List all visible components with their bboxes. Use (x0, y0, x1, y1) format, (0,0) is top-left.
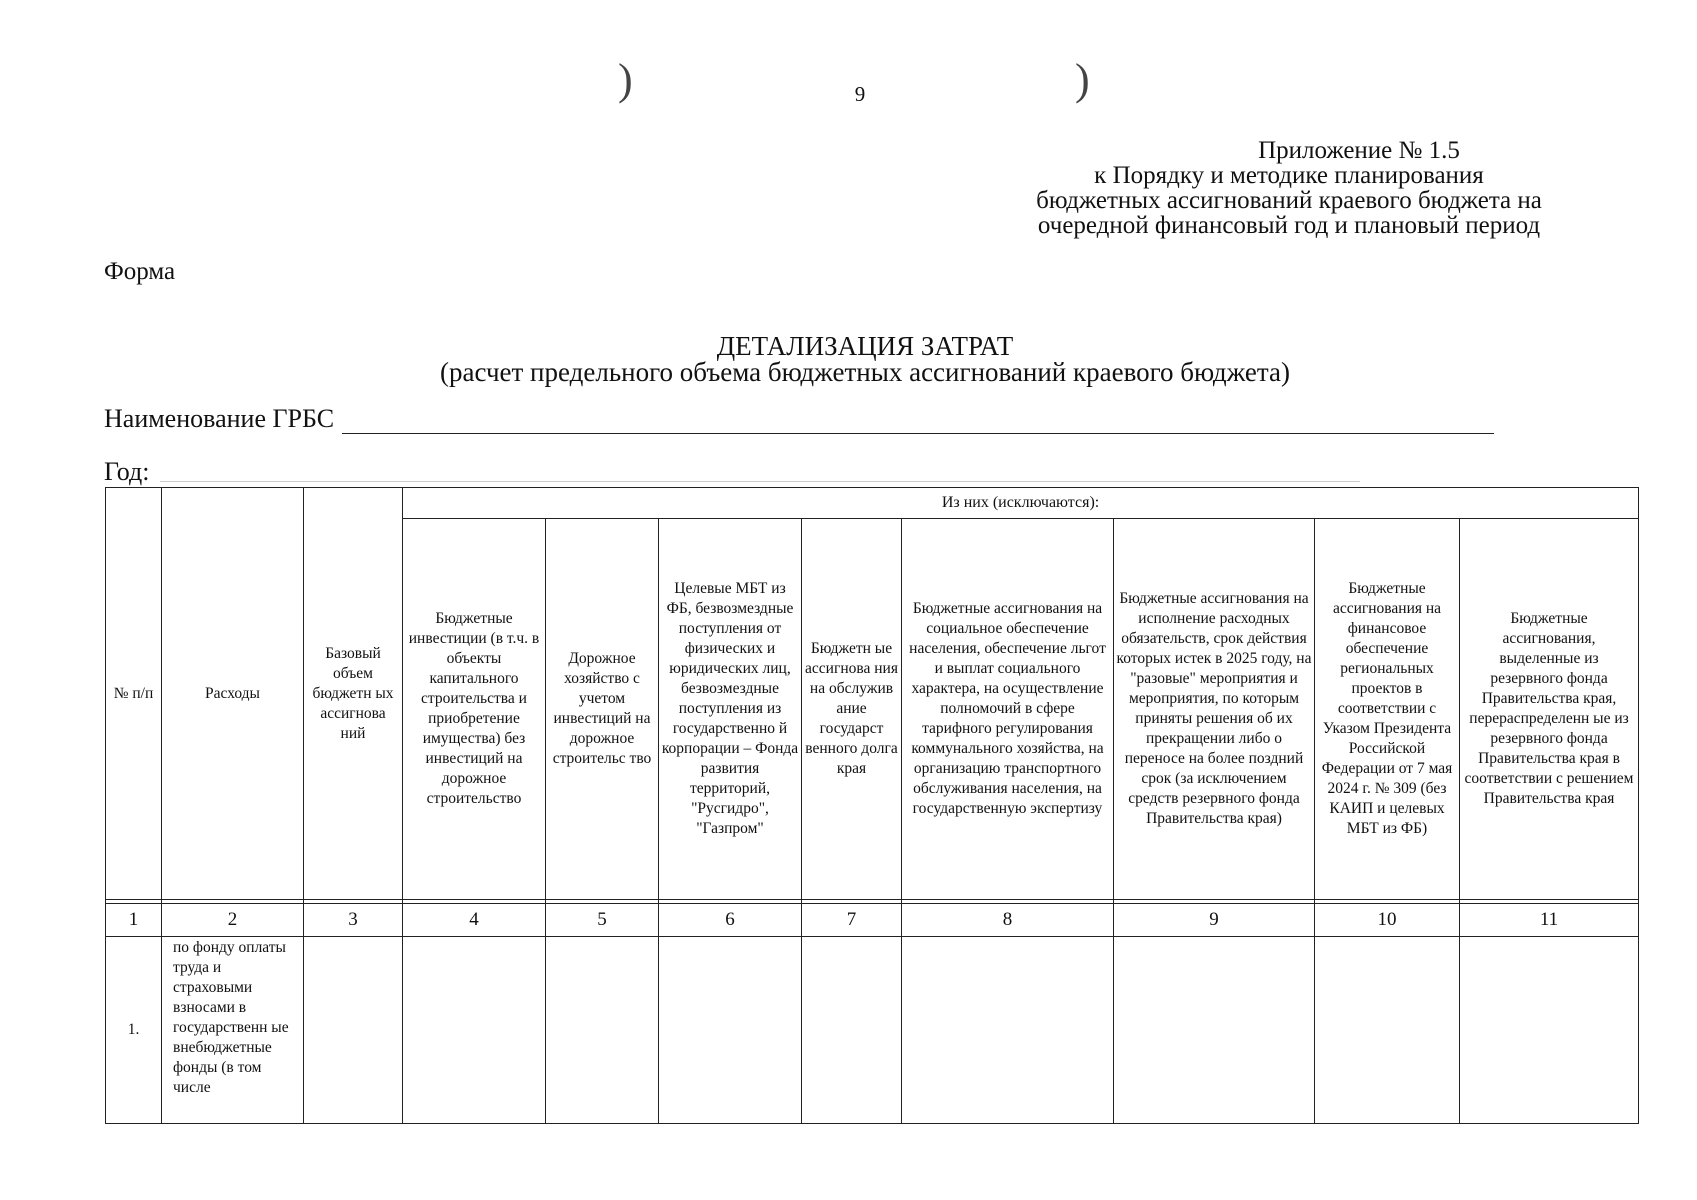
header-budget-investments: Бюджетные инвестиции (в т.ч. в объекты капитального строительства и приобретение имущества) без инвестиций на дорожное строительство (403, 519, 546, 900)
title-main: ДЕТАЛИЗАЦИЯ ЗАТРАТ (716, 331, 1014, 361)
row-number: 1. (106, 937, 162, 1124)
row-cell[interactable] (1114, 937, 1315, 1124)
appendix-line: бюджетных ассигнований краевого бюджета на (1036, 187, 1542, 214)
grbs-label: Наименование ГРБС (104, 404, 335, 433)
title-sub: (расчет предельного объема бюджетных ассигнований краевого бюджета) (440, 357, 1290, 387)
column-number: 7 (802, 904, 902, 937)
row-cell[interactable] (546, 937, 659, 1124)
year-label: Год: (104, 457, 150, 486)
header-regional-projects: Бюджетные ассигнования на финансовое обеспечение региональных проектов в соответствии с Указом Президента Российской Федерации от 7 мая 2024 г. № 309 (без КАИП и целевых МБТ из ФБ) (1315, 519, 1460, 900)
header-expenses: Расходы (162, 488, 304, 900)
punch-hole-mark-right: ) (1075, 55, 1090, 104)
header-debt-service: Бюджетн ые ассигнова ния на обслужив ание государст венного долга края (802, 519, 902, 900)
appendix-block (949, 138, 1629, 238)
row-cell[interactable] (403, 937, 546, 1124)
header-expired-obligations: Бюджетные ассигнования на исполнение расходных обязательств, срок действия которых истек в 2025 году, на "разовые" мероприятия и мероприятия, по которым приняты решения об их прекращении либо о переносе на более поздний срок (за исключением средств резервного фонда Правительства края) (1114, 519, 1315, 900)
header-number: № п/п (106, 488, 162, 900)
row-cell[interactable] (659, 937, 802, 1124)
row-expense: по фонду оплаты труда и страховыми взносами в государственн ые внебюджетные фонды (в том числе (162, 937, 304, 1124)
row-cell[interactable] (1460, 937, 1639, 1124)
document-title (0, 333, 1697, 385)
header-road-economy: Дорожное хозяйство с учетом инвестиций на дорожное строительс тво (546, 519, 659, 900)
appendix-title: Приложение № 1.5 (1258, 137, 1460, 164)
column-number: 8 (902, 904, 1114, 937)
year-fill-line (160, 481, 1360, 482)
column-number: 5 (546, 904, 659, 937)
grbs-fill-line[interactable] (342, 407, 1494, 434)
column-number: 1 (106, 904, 162, 937)
header-target-transfers: Целевые МБТ из ФБ, безвозмездные поступления от физических и юридических лиц, безвозмездные поступления из государственно й корпорации – Фонда развития территорий, "Русгидро", "Газпром" (659, 519, 802, 900)
row-cell[interactable] (304, 937, 403, 1124)
column-number: 11 (1460, 904, 1639, 937)
column-number: 2 (162, 904, 304, 937)
row-cell[interactable] (902, 937, 1114, 1124)
column-number: 6 (659, 904, 802, 937)
cost-detail-table (105, 487, 1639, 1124)
column-number: 9 (1114, 904, 1315, 937)
header-reserve-fund: Бюджетные ассигнования, выделенные из резервного фонда Правительства края, перераспределенн ые из резервного фонда Правительства края в соответствии с решением Правительства края (1460, 519, 1639, 900)
header-excluded-group: Из них (исключаются): (403, 488, 1639, 519)
header-base-volume: Базовый объем бюджетн ых ассигнова ний (304, 488, 403, 900)
punch-hole-mark-left: ) (618, 55, 633, 104)
table-row (106, 937, 1639, 1124)
form-label: Форма (104, 258, 176, 285)
row-cell[interactable] (802, 937, 902, 1124)
grbs-field (104, 404, 1494, 434)
header-social-support: Бюджетные ассигнования на социальное обеспечение населения, обеспечение льгот и выплат социального характера, на осуществление полномочий в сфере тарифного регулирования коммунального хозяйства, на организацию транспортного обслуживания населения, на государственную экспертизу (902, 519, 1114, 900)
appendix-line: к Порядку и методике планирования (1094, 162, 1484, 189)
row-cell[interactable] (1315, 937, 1460, 1124)
appendix-line: очередной финансовый год и плановый период (1037, 212, 1541, 239)
column-number: 3 (304, 904, 403, 937)
page-number: 9 (854, 82, 866, 106)
column-number: 10 (1315, 904, 1460, 937)
column-number: 4 (403, 904, 546, 937)
